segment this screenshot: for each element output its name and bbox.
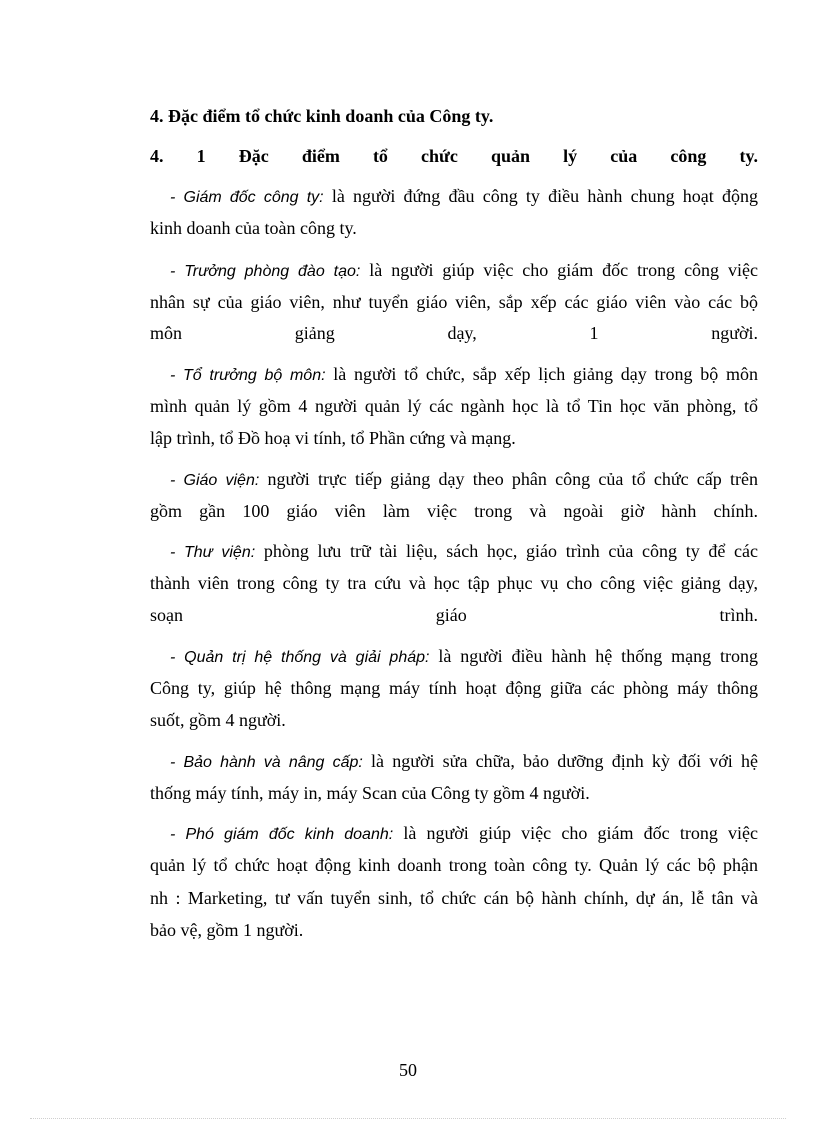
item-line: nhân sự của giáo viên, như tuyển giáo viên, sắp xếp các giáo viên vào các bộ [150, 292, 758, 312]
item-text: là người giúp việc cho giám đốc trong công việc [360, 260, 758, 280]
item-line: mình quản lý gồm 4 người quản lý các ngành học là tổ Tin học văn phòng, tổ [150, 396, 758, 416]
item-label: - Giáo viện: [170, 472, 260, 489]
item-label: - Phó giám đốc kinh doanh: [170, 826, 394, 843]
item-line: môn giảng dạy, 1 người. [150, 323, 758, 343]
item-text: phòng lưu trữ tài liệu, sách học, giáo trình của công ty để các [255, 541, 759, 561]
item-line: nh : Marketing, tư vấn tuyển sinh, tổ chức cán bộ hành chính, dự án, lễ tân và [150, 888, 758, 908]
item-line: lập trình, tổ Đồ hoạ vi tính, tổ Phần cứng và mạng. [150, 428, 516, 448]
item-line: thành viên trong công ty tra cứu và học tập phục vụ cho công việc giảng dạy, [150, 573, 758, 593]
item-text: là người đứng đầu công ty điều hành chung hoạt động [323, 186, 758, 206]
subsection-word: 1 [196, 146, 206, 166]
item-label: - Trưởng phòng đào tạo: [170, 263, 361, 280]
footer-divider [30, 1118, 786, 1119]
item-line: Công ty, giúp hệ thông mạng máy tính hoạt động giữa các phòng máy thông [150, 678, 758, 698]
subsection-word: lý [563, 146, 578, 166]
item-line [170, 539, 758, 565]
item-line [170, 184, 758, 210]
subsection-word: công [670, 146, 707, 166]
item-line: bảo vệ, gồm 1 người. [150, 920, 304, 940]
item-label: - Tổ trưởng bộ môn: [170, 367, 326, 384]
subsection-word: quản [490, 146, 530, 166]
item-line: thống máy tính, máy in, máy Scan của Công ty gồm 4 người. [150, 783, 590, 803]
item-text: người trực tiếp giảng dạy theo phân công của tổ chức cấp trên [259, 469, 759, 489]
subsection-word: ty. [739, 146, 758, 166]
subsection-word: chức [421, 146, 458, 166]
item-text: là người tổ chức, sắp xếp lịch giảng dạy trong bộ môn [325, 364, 759, 384]
item-line: suốt, gồm 4 người. [150, 710, 286, 730]
item-line: gồm gần 100 giáo viên làm việc trong và ngoài giờ hành chính. [150, 501, 758, 521]
subsection-word: 4. [150, 146, 164, 166]
subsection-title [150, 144, 758, 168]
item-label: - Thư viện: [170, 544, 256, 561]
item-label: - Quản trị hệ thống và giải pháp: [170, 649, 430, 666]
item-line [170, 821, 758, 847]
item-line: quản lý tổ chức hoạt động kinh doanh trong toàn công ty. Quản lý các bộ phận [150, 855, 758, 875]
item-text: là người điều hành hệ thống mạng trong [429, 646, 758, 666]
item-line [170, 258, 758, 284]
item-label: - Bảo hành và nâng cấp: [170, 754, 363, 771]
item-line: soạn giáo trình. [150, 605, 758, 625]
subsection-word: của [610, 146, 638, 166]
item-line [170, 362, 758, 388]
section-title: 4. Đặc điểm tổ chức kinh doanh của Công ty. [150, 106, 494, 126]
item-line [170, 644, 758, 670]
subsection-word: tổ [372, 146, 388, 166]
item-line [170, 749, 758, 775]
item-label: - Giám đốc công ty: [170, 189, 324, 206]
subsection-word: điểm [301, 146, 340, 166]
page-number: 50 [399, 1060, 417, 1080]
item-text: là người giúp việc cho giám đốc trong việc [393, 823, 758, 843]
subsection-word: Đặc [238, 146, 269, 166]
item-line: kinh doanh của toàn công ty. [150, 218, 357, 238]
item-line [170, 467, 758, 493]
item-text: là người sửa chữa, bảo dưỡng định kỳ đối với hệ [362, 751, 758, 771]
